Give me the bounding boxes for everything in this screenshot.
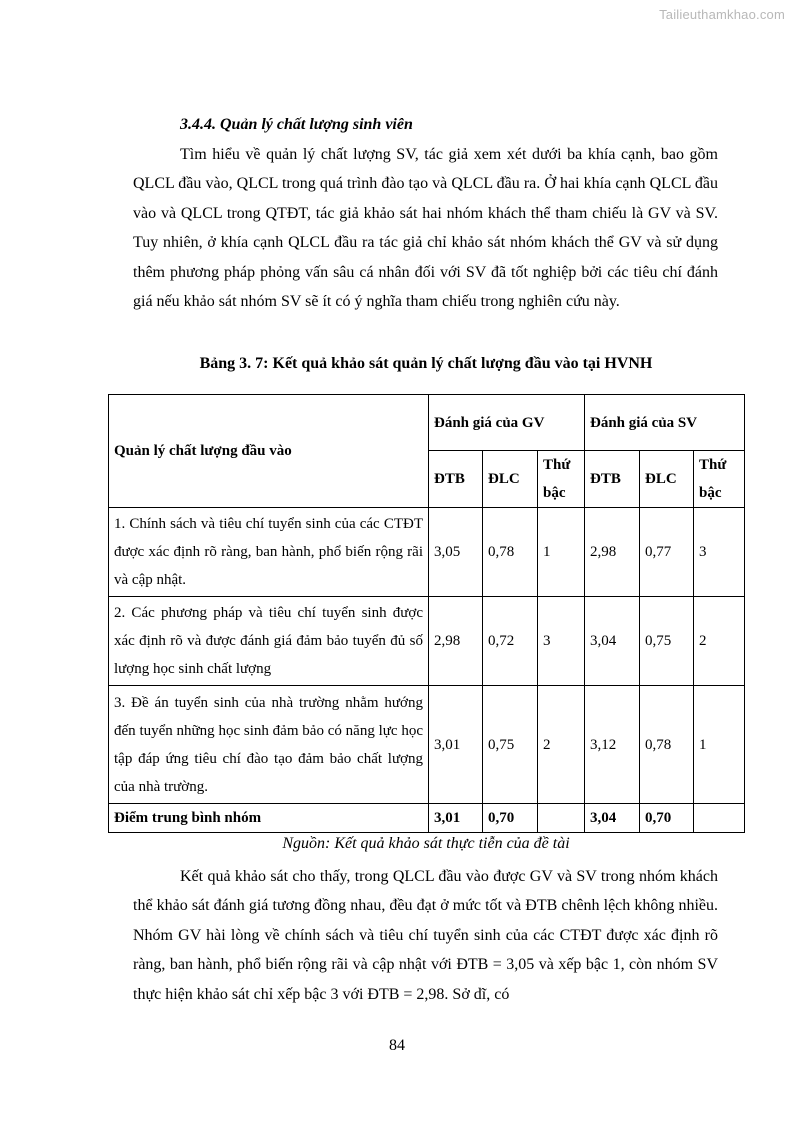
header-group-sv: Đánh giá của SV xyxy=(585,395,745,451)
watermark: Tailieuthamkhao.com xyxy=(659,7,785,22)
cell-sv-dtb: 2,98 xyxy=(585,508,640,597)
section-heading: 3.4.4. Quản lý chất lượng sinh viên xyxy=(180,116,413,133)
header-criteria: Quản lý chất lượng đầu vào xyxy=(109,395,429,508)
cell-sv-rank: 2 xyxy=(694,597,745,686)
cell-gv-dlc: 0,75 xyxy=(483,686,538,804)
cell-gv-rank: 1 xyxy=(538,508,585,597)
header-sv-rank: Thứ bậc xyxy=(694,451,745,508)
paragraph-intro: Tìm hiểu về quản lý chất lượng SV, tác giả xem xét dưới ba khía cạnh, bao gồm QLCL đầu vào, QLCL trong quá trình đào tạo và QLCL đầu ra. Ở hai khía cạnh QLCL đầu vào và QLCL trong QTĐT, tác giả khảo sát hai nhóm khách thể tham chiếu là GV và SV. Tuy nhiên, ở khía cạnh QLCL đầu ra tác giả chỉ khảo sát nhóm khách thể GV và sử dụng thêm phương pháp phỏng vấn sâu cá nhân đối với SV đã tốt nghiệp bởi các tiêu chí đánh giá nếu khảo sát nhóm SV sẽ ít có ý nghĩa tham chiếu trong nghiên cứu này. xyxy=(133,146,718,311)
header-gv-dlc: ĐLC xyxy=(483,451,538,508)
summary-sv-rank xyxy=(694,804,745,833)
cell-gv-dtb: 3,01 xyxy=(429,686,483,804)
summary-sv-dlc: 0,70 xyxy=(640,804,694,833)
cell-sv-rank: 3 xyxy=(694,508,745,597)
table-summary-row xyxy=(109,804,745,833)
row-criteria: 2. Các phương pháp và tiêu chí tuyển sinh được xác định rõ và được đánh giá đảm bảo tuyển đủ số lượng học sinh chất lượng xyxy=(109,597,429,686)
table-header-row xyxy=(109,395,745,451)
summary-gv-dlc: 0,70 xyxy=(483,804,538,833)
row-criteria: 3. Đề án tuyển sinh của nhà trường nhằm hướng đến tuyển những học sinh đảm bảo có năng lực học tập đáp ứng tiêu chí đào tạo đảm bảo chất lượng của nhà trường. xyxy=(109,686,429,804)
header-gv-rank: Thứ bậc xyxy=(538,451,585,508)
page-number: 84 xyxy=(389,1037,405,1054)
table-row xyxy=(109,597,745,686)
cell-sv-dtb: 3,04 xyxy=(585,597,640,686)
table-row xyxy=(109,508,745,597)
cell-gv-rank: 3 xyxy=(538,597,585,686)
cell-sv-dlc: 0,77 xyxy=(640,508,694,597)
summary-gv-dtb: 3,01 xyxy=(429,804,483,833)
paragraph-results: Kết quả khảo sát cho thấy, trong QLCL đầu vào được GV và SV trong nhóm khách thể khảo sát đánh giá tương đồng nhau, đều đạt ở mức tốt và ĐTB chênh lệch không nhiều. Nhóm GV hài lòng về chính sách và tiêu chí tuyển sinh của các CTĐT được xác định rõ ràng, ban hành, phổ biến rộng rãi và cập nhật với ĐTB = 3,05 và xếp bậc 1, còn nhóm SV thực hiện khảo sát chỉ xếp bậc 3 với ĐTB = 2,98. Sở dĩ, có xyxy=(133,868,718,1003)
header-sv-dtb: ĐTB xyxy=(585,451,640,508)
survey-results-table xyxy=(108,394,745,833)
table-row xyxy=(109,686,745,804)
cell-sv-dlc: 0,78 xyxy=(640,686,694,804)
row-criteria: 1. Chính sách và tiêu chí tuyển sinh của các CTĐT được xác định rõ ràng, ban hành, phổ biến rộng rãi và cập nhật. xyxy=(109,508,429,597)
table-caption: Bảng 3. 7: Kết quả khảo sát quản lý chất lượng đầu vào tại HVNH xyxy=(199,355,653,372)
source-note: Nguồn: Kết quả khảo sát thực tiễn của đề tài xyxy=(282,835,570,852)
header-group-gv: Đánh giá của GV xyxy=(429,395,585,451)
cell-gv-dlc: 0,78 xyxy=(483,508,538,597)
cell-sv-rank: 1 xyxy=(694,686,745,804)
cell-gv-dtb: 2,98 xyxy=(429,597,483,686)
header-sv-dlc: ĐLC xyxy=(640,451,694,508)
header-gv-dtb: ĐTB xyxy=(429,451,483,508)
cell-sv-dlc: 0,75 xyxy=(640,597,694,686)
summary-label: Điểm trung bình nhóm xyxy=(109,804,429,833)
cell-gv-rank: 2 xyxy=(538,686,585,804)
cell-gv-dtb: 3,05 xyxy=(429,508,483,597)
cell-sv-dtb: 3,12 xyxy=(585,686,640,804)
summary-gv-rank xyxy=(538,804,585,833)
cell-gv-dlc: 0,72 xyxy=(483,597,538,686)
summary-sv-dtb: 3,04 xyxy=(585,804,640,833)
